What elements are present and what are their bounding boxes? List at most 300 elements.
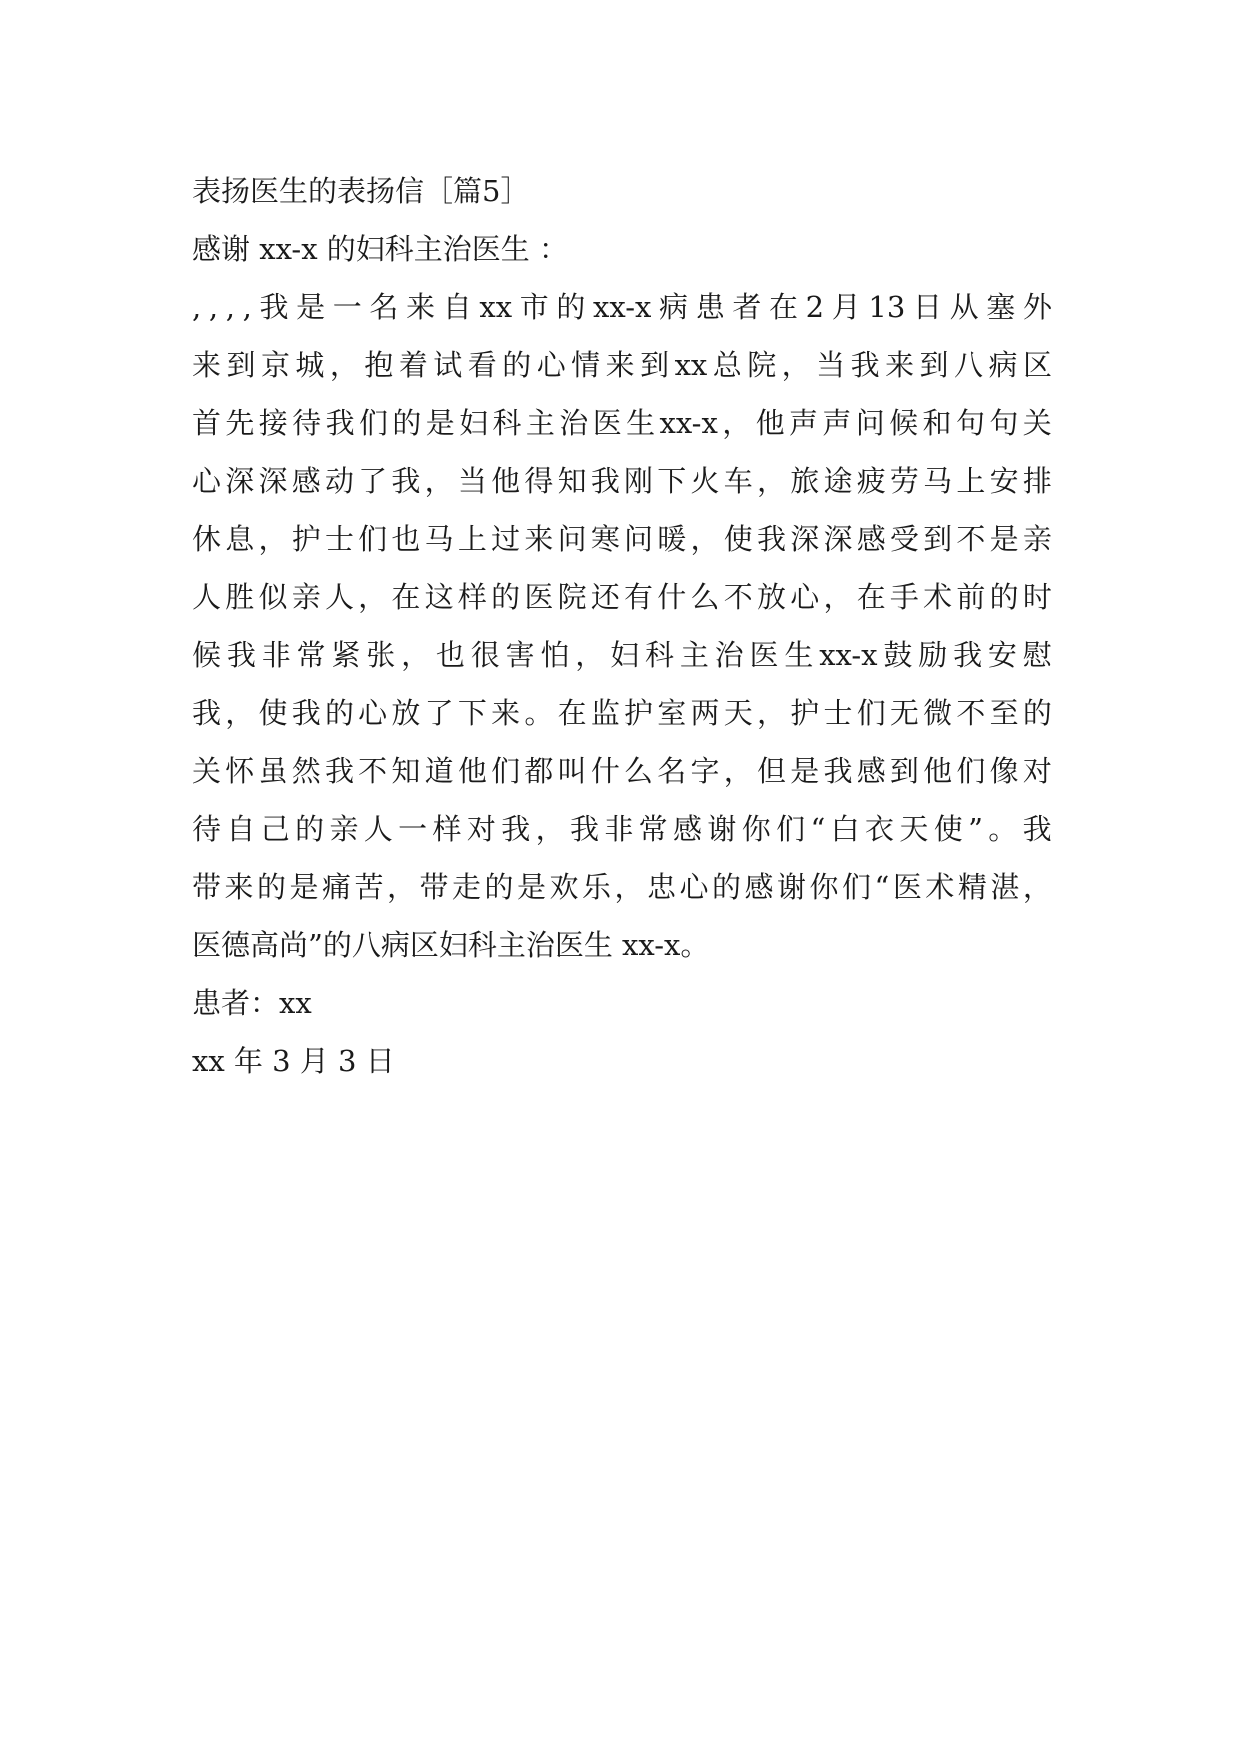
text-glyph: 手	[889, 580, 919, 614]
text-glyph: 深	[823, 522, 853, 556]
text-glyph: 医	[592, 406, 622, 440]
text-glyph: 他	[923, 754, 953, 788]
text-glyph: 关	[1022, 406, 1052, 440]
text-glyph: 精	[957, 870, 987, 904]
text-glyph: 在	[391, 580, 421, 614]
text-glyph: 还	[590, 580, 620, 614]
text-glyph: 市	[519, 290, 549, 324]
text-glyph: ，	[614, 870, 644, 904]
text-glyph: 主	[679, 638, 709, 672]
text-glyph: 声	[822, 406, 852, 440]
text-glyph: 谢	[707, 812, 737, 846]
text-glyph: 马	[923, 464, 953, 498]
text-glyph: 京	[260, 348, 290, 382]
text-glyph: 旅	[790, 464, 820, 498]
text-glyph: 样	[432, 812, 462, 846]
text-glyph: ，	[535, 812, 565, 846]
letter-content	[192, 162, 1052, 1090]
text-glyph: 暖	[657, 522, 687, 556]
text-glyph: 我	[1022, 812, 1052, 846]
text-glyph: 在	[856, 580, 886, 614]
text-glyph: ，	[225, 696, 255, 730]
text-glyph: ，	[329, 348, 359, 382]
text-glyph: 很	[470, 638, 500, 672]
text-glyph: 2	[805, 290, 825, 324]
text-glyph: 科	[492, 406, 522, 440]
text-glyph: 下	[657, 464, 687, 498]
text-glyph: 非	[261, 638, 291, 672]
text-glyph: 劳	[889, 464, 919, 498]
text-glyph: 时	[1022, 580, 1052, 614]
text-glyph: 监	[590, 696, 620, 730]
text-glyph: ，	[258, 522, 288, 556]
text-glyph: 无	[889, 696, 919, 730]
text-glyph: 们	[842, 870, 872, 904]
text-glyph: 自	[442, 290, 472, 324]
text-glyph: 对	[1022, 754, 1052, 788]
text-glyph: 来	[524, 522, 554, 556]
text-glyph: 深	[790, 522, 820, 556]
body-line	[192, 742, 1052, 800]
text-glyph: 待	[192, 812, 222, 846]
text-glyph: 励	[918, 638, 948, 672]
text-glyph: 接	[258, 406, 288, 440]
text-glyph: 衣	[865, 812, 895, 846]
body-line	[192, 800, 1052, 858]
text-glyph: 术	[923, 580, 953, 614]
text-glyph: 己	[260, 812, 290, 846]
text-glyph: 士	[324, 522, 354, 556]
text-glyph: 心	[679, 870, 709, 904]
text-glyph: 患	[695, 290, 725, 324]
text-glyph: 车	[723, 464, 753, 498]
text-glyph: 的	[502, 348, 532, 382]
text-glyph: 湛	[990, 870, 1020, 904]
text-glyph: 的	[392, 406, 422, 440]
text-glyph: 声	[788, 406, 818, 440]
text-glyph: 们	[358, 406, 388, 440]
text-glyph: 过	[491, 522, 521, 556]
text-glyph: 的	[556, 290, 586, 324]
text-glyph: 是	[296, 290, 326, 324]
text-glyph: 日	[912, 290, 942, 324]
text-glyph: 生	[626, 406, 656, 440]
text-glyph: 刚	[624, 464, 654, 498]
text-glyph: 受	[889, 522, 919, 556]
text-glyph: 是	[425, 406, 455, 440]
text-glyph: ，	[756, 696, 786, 730]
body-line	[192, 858, 1052, 916]
text-glyph: 区	[1022, 348, 1052, 382]
text-glyph: 乐	[582, 870, 612, 904]
text-glyph: ,	[208, 290, 219, 324]
body-line	[192, 568, 1052, 626]
text-glyph: 慰	[1022, 638, 1052, 672]
text-glyph: ，	[401, 638, 431, 672]
text-glyph: 深	[258, 464, 288, 498]
text-glyph: 来	[192, 348, 222, 382]
text-glyph: 的	[712, 870, 742, 904]
text-glyph: 室	[657, 696, 687, 730]
text-glyph: 至	[989, 696, 1019, 730]
text-glyph: 我	[756, 522, 786, 556]
text-glyph: 的	[324, 696, 354, 730]
text-glyph: 抱	[364, 348, 394, 382]
text-glyph: 院	[747, 348, 777, 382]
text-glyph: 我	[259, 290, 289, 324]
text-glyph: 来	[605, 348, 635, 382]
text-glyph: 护	[624, 696, 654, 730]
text-glyph: 亲	[329, 812, 359, 846]
text-glyph: 你	[741, 812, 771, 846]
text-glyph: 心	[536, 348, 566, 382]
text-glyph: 到	[226, 348, 256, 382]
text-glyph: 。	[988, 812, 1018, 846]
text-glyph: 常	[296, 638, 326, 672]
text-glyph: 走	[452, 870, 482, 904]
text-glyph: 心	[790, 580, 820, 614]
text-glyph: 我	[291, 696, 321, 730]
text-glyph: 使	[723, 522, 753, 556]
text-glyph: 放	[391, 696, 421, 730]
letter-title: 表扬医生的表扬信［篇5］	[192, 174, 530, 208]
body-line	[192, 684, 1052, 742]
text-glyph: ，	[823, 580, 853, 614]
text-glyph: 字	[690, 754, 720, 788]
text-glyph: 什	[657, 580, 687, 614]
text-glyph: 疲	[856, 464, 886, 498]
text-glyph: 带	[419, 870, 449, 904]
text-glyph: 什	[590, 754, 620, 788]
text-glyph: ，	[723, 754, 753, 788]
text-glyph: 我	[226, 638, 256, 672]
text-glyph: 医	[892, 870, 922, 904]
text-glyph: 白	[830, 812, 860, 846]
text-glyph: 们	[856, 696, 886, 730]
text-glyph: 看	[467, 348, 497, 382]
body-line	[192, 394, 1052, 452]
text-glyph: 感	[673, 812, 703, 846]
text-glyph: 也	[435, 638, 465, 672]
text-glyph: 的	[989, 580, 1019, 614]
text-glyph: 么	[624, 754, 654, 788]
text-glyph: 塞	[986, 290, 1016, 324]
text-glyph: 来	[406, 290, 436, 324]
text-glyph: 名	[657, 754, 687, 788]
text-glyph: 我	[590, 464, 620, 498]
text-glyph: 使	[933, 812, 963, 846]
text-glyph: 城	[295, 348, 325, 382]
text-glyph: 苦	[354, 870, 384, 904]
text-glyph: 但	[756, 754, 786, 788]
text-glyph: 句	[955, 406, 985, 440]
text-glyph: 名	[369, 290, 399, 324]
text-glyph: 人	[363, 812, 393, 846]
text-glyph: 自	[226, 812, 256, 846]
text-glyph: xx	[479, 290, 513, 324]
text-glyph: 非	[604, 812, 634, 846]
text-glyph: 者	[732, 290, 762, 324]
text-glyph: 然	[291, 754, 321, 788]
text-glyph: 外	[1022, 290, 1052, 324]
text-glyph: 在	[557, 696, 587, 730]
letter-signature: 患者：xx	[192, 986, 312, 1020]
text-glyph: 我	[953, 638, 983, 672]
text-glyph: “	[874, 870, 890, 904]
text-glyph: 我	[501, 812, 531, 846]
text-glyph: 心	[358, 696, 388, 730]
text-glyph: 感	[856, 754, 886, 788]
text-glyph: 问	[624, 522, 654, 556]
text-glyph: 们	[491, 754, 521, 788]
text-glyph: 当	[816, 348, 846, 382]
text-glyph: ,	[192, 290, 202, 324]
text-glyph: 我	[850, 348, 880, 382]
text-glyph: 和	[922, 406, 952, 440]
text-glyph: 病	[988, 348, 1018, 382]
text-glyph: 谢	[777, 870, 807, 904]
text-glyph: 问	[557, 522, 587, 556]
text-glyph: 紧	[331, 638, 361, 672]
text-glyph: 痛	[322, 870, 352, 904]
text-glyph: 先	[225, 406, 255, 440]
text-glyph: 息	[225, 522, 255, 556]
text-glyph: ，	[387, 870, 417, 904]
text-glyph: 你	[809, 870, 839, 904]
text-glyph: 妇	[459, 406, 489, 440]
body-line	[192, 626, 1052, 684]
text-glyph: 害	[505, 638, 535, 672]
text-glyph: 候	[192, 638, 222, 672]
text-glyph: 鼓	[883, 638, 913, 672]
text-glyph: “	[810, 812, 826, 846]
text-glyph: 安	[989, 464, 1019, 498]
text-glyph: 从	[949, 290, 979, 324]
text-glyph: 八	[954, 348, 984, 382]
text-glyph: 们	[358, 522, 388, 556]
text-glyph: 们	[776, 812, 806, 846]
text-glyph: 的	[1022, 696, 1052, 730]
text-glyph: 亲	[1022, 522, 1052, 556]
text-glyph: 了	[358, 464, 388, 498]
text-glyph: 的	[295, 812, 325, 846]
text-glyph: 天	[723, 696, 753, 730]
text-glyph: 两	[690, 696, 720, 730]
text-glyph: 病	[659, 290, 689, 324]
text-glyph: 当	[457, 464, 487, 498]
text-glyph: 不	[956, 522, 986, 556]
text-glyph: 来	[491, 696, 521, 730]
text-glyph: ”	[968, 812, 983, 846]
text-glyph: 了	[424, 696, 454, 730]
text-glyph: 叫	[557, 754, 587, 788]
text-glyph: 似	[258, 580, 288, 614]
text-glyph: 动	[324, 464, 354, 498]
text-glyph: 样	[457, 580, 487, 614]
text-glyph: ，	[690, 522, 720, 556]
text-glyph: 我	[324, 754, 354, 788]
text-glyph: 感	[744, 870, 774, 904]
text-glyph: 关	[192, 754, 222, 788]
text-glyph: 上	[956, 464, 986, 498]
text-glyph: 张	[366, 638, 396, 672]
text-glyph: 医	[524, 580, 554, 614]
text-glyph: 有	[624, 580, 654, 614]
text-glyph: 护	[291, 522, 321, 556]
text-glyph: 治	[714, 638, 744, 672]
text-glyph: 他	[755, 406, 785, 440]
text-glyph: 情	[571, 348, 601, 382]
text-glyph: 人	[324, 580, 354, 614]
text-glyph: xx	[674, 348, 708, 382]
text-glyph: 来	[885, 348, 915, 382]
text-glyph: 来	[224, 870, 254, 904]
text-glyph: 术	[925, 870, 955, 904]
body-line	[192, 510, 1052, 568]
text-glyph: 首	[192, 406, 222, 440]
text-glyph: 到	[889, 754, 919, 788]
text-glyph: xx-x	[659, 406, 718, 440]
text-glyph: 主	[525, 406, 555, 440]
text-glyph: 火	[690, 464, 720, 498]
text-glyph: 上	[457, 522, 487, 556]
text-glyph: 一	[398, 812, 428, 846]
text-glyph: xx-x	[593, 290, 652, 324]
text-glyph: 寒	[590, 522, 620, 556]
text-glyph: 忠	[647, 870, 677, 904]
text-glyph: 感	[291, 464, 321, 498]
text-glyph: 到	[919, 348, 949, 382]
text-glyph: 他	[457, 754, 487, 788]
text-glyph: 我	[569, 812, 599, 846]
text-glyph: 虽	[258, 754, 288, 788]
text-glyph: 排	[1022, 464, 1052, 498]
text-glyph: 我	[823, 754, 853, 788]
letter-date: xx 年 3 月 3 日	[192, 1044, 395, 1078]
text-glyph: 生	[784, 638, 814, 672]
text-glyph: 道	[424, 754, 454, 788]
text-glyph: 科	[644, 638, 674, 672]
text-glyph: 妇	[610, 638, 640, 672]
letter-body	[192, 278, 1052, 974]
text-glyph: ，	[722, 406, 752, 440]
text-glyph: 心	[192, 464, 222, 498]
text-glyph: 休	[192, 522, 222, 556]
body-line	[192, 336, 1052, 394]
body-line-last: 医德高尚”的八病区妇科主治医生 xx-x。	[192, 928, 710, 962]
text-glyph: 前	[956, 580, 986, 614]
text-glyph: 总	[712, 348, 742, 382]
text-glyph: 微	[923, 696, 953, 730]
text-glyph: 到	[640, 348, 670, 382]
text-glyph: 我	[192, 696, 222, 730]
text-glyph: ，	[575, 638, 605, 672]
text-glyph: 治	[559, 406, 589, 440]
text-glyph: 院	[557, 580, 587, 614]
letter-salutation: 感谢 xx-x 的妇科主治医生 ：	[192, 232, 569, 266]
text-glyph: 是	[289, 870, 319, 904]
text-glyph: 天	[899, 812, 929, 846]
text-glyph: 到	[923, 522, 953, 556]
text-glyph: 他	[491, 464, 521, 498]
text-glyph: 知	[391, 754, 421, 788]
text-glyph: 的	[484, 870, 514, 904]
text-glyph: ，	[358, 580, 388, 614]
text-glyph: 马	[424, 522, 454, 556]
body-line	[192, 452, 1052, 510]
text-glyph: 候	[889, 406, 919, 440]
text-glyph: 欢	[549, 870, 579, 904]
text-glyph: 待	[292, 406, 322, 440]
text-glyph: 是	[989, 522, 1019, 556]
text-glyph: 安	[987, 638, 1017, 672]
text-glyph: 我	[391, 464, 421, 498]
text-glyph: ，	[756, 464, 786, 498]
text-glyph: 下	[457, 696, 487, 730]
text-glyph: 着	[398, 348, 428, 382]
text-glyph: xx-x	[819, 638, 878, 672]
text-glyph: 胜	[225, 580, 255, 614]
text-glyph: 知	[557, 464, 587, 498]
text-glyph: 深	[225, 464, 255, 498]
body-line	[192, 278, 1052, 336]
text-glyph: 不	[358, 754, 388, 788]
text-glyph: 常	[638, 812, 668, 846]
text-glyph: ,	[242, 290, 252, 324]
text-glyph: 人	[192, 580, 222, 614]
text-glyph: 这	[424, 580, 454, 614]
text-glyph: 是	[517, 870, 547, 904]
text-glyph: 医	[749, 638, 779, 672]
text-glyph: 放	[756, 580, 786, 614]
text-glyph: 在	[769, 290, 799, 324]
text-glyph: 么	[690, 580, 720, 614]
text-glyph: ，	[781, 348, 811, 382]
text-glyph: 士	[823, 696, 853, 730]
text-glyph: 像	[989, 754, 1019, 788]
text-glyph: 怀	[225, 754, 255, 788]
text-glyph: 13	[868, 290, 906, 324]
text-glyph: ，	[1022, 870, 1052, 904]
text-glyph: 们	[956, 754, 986, 788]
text-glyph: 带	[192, 870, 222, 904]
text-glyph: 不	[723, 580, 753, 614]
text-glyph: ，	[424, 464, 454, 498]
text-glyph: ,	[225, 290, 235, 324]
text-glyph: 对	[466, 812, 496, 846]
text-glyph: 的	[491, 580, 521, 614]
text-glyph: 月	[831, 290, 861, 324]
text-glyph: 感	[856, 522, 886, 556]
text-glyph: 我	[325, 406, 355, 440]
text-glyph: 护	[790, 696, 820, 730]
text-glyph: 问	[855, 406, 885, 440]
text-glyph: 都	[524, 754, 554, 788]
text-glyph: 的	[257, 870, 287, 904]
text-glyph: 试	[433, 348, 463, 382]
text-glyph: 怕	[540, 638, 570, 672]
text-glyph: 是	[790, 754, 820, 788]
text-glyph: 使	[258, 696, 288, 730]
text-glyph: 得	[524, 464, 554, 498]
text-glyph: 亲	[291, 580, 321, 614]
text-glyph: 途	[823, 464, 853, 498]
text-glyph: 不	[956, 696, 986, 730]
text-glyph: 。	[524, 696, 554, 730]
text-glyph: 句	[989, 406, 1019, 440]
text-glyph: 也	[391, 522, 421, 556]
text-glyph: 一	[332, 290, 362, 324]
